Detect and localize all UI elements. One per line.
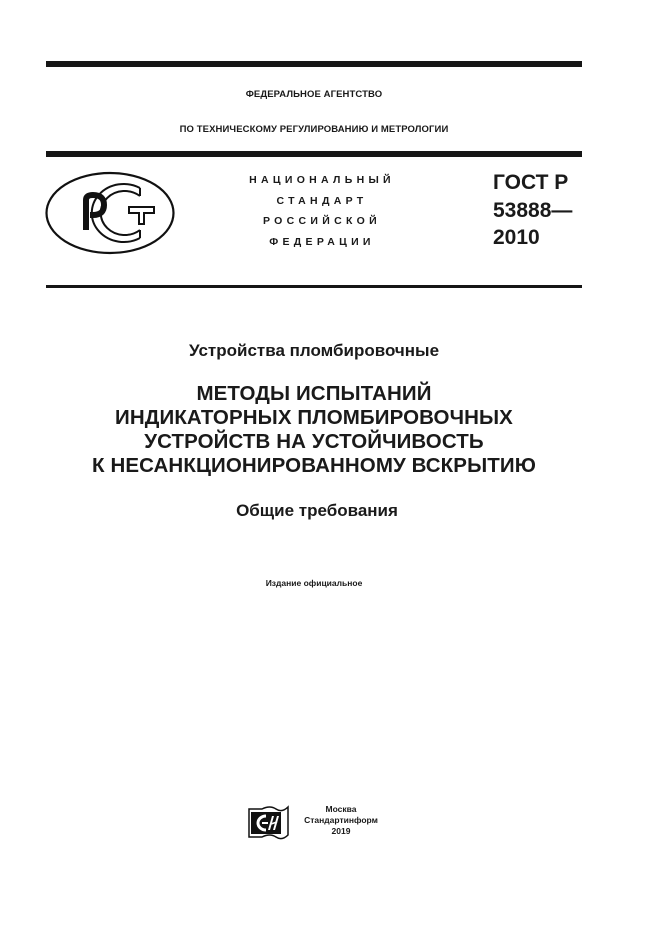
gost-number-line: 53888— [493,198,573,222]
agency-name-line-2: ПО ТЕХНИЧЕСКОМУ РЕГУЛИРОВАНИЮ И МЕТРОЛОГИИ [179,124,449,135]
publisher-city: Москва [325,804,357,814]
gost-number-line: ГОСТ Р [493,171,569,194]
edition-label: Издание официальное [265,578,363,588]
title-line: ИНДИКАТОРНЫХ ПЛОМБИРОВОЧНЫХ [115,406,513,429]
document-title [0,382,628,478]
national-standard-line: РОССИЙСКОЙ [263,215,381,227]
top-rule [46,61,582,67]
standard-block-rule [46,285,582,288]
agency-name-line-1: ФЕДЕРАЛЬНОЕ АГЕНТСТВО [245,89,383,100]
publication-year: 2019 [331,826,351,836]
header-rule [46,151,582,157]
title-line: УСТРОЙСТВ НА УСТОЙЧИВОСТЬ [144,430,484,453]
standartinform-logo-icon [246,803,290,841]
title-line: К НЕСАНКЦИОНИРОВАННОМУ ВСКРЫТИЮ [92,454,536,477]
national-standard-line: НАЦИОНАЛЬНЫЙ [249,174,395,186]
gost-number [493,169,572,252]
gost-r-logo-icon [44,170,178,256]
title-line: МЕТОДЫ ИСПЫТАНИЙ [196,382,432,405]
general-requirements: Общие требования [236,501,398,520]
publisher-name: Стандартинформ [304,815,378,825]
publisher-info [296,804,386,837]
gost-number-line: 2010 [493,226,540,249]
national-standard-label [222,170,422,252]
national-standard-line: ФЕДЕРАЦИИ [269,235,375,248]
document-subtitle: Устройства пломбировочные [188,341,440,360]
national-standard-line: СТАНДАРТ [276,194,368,207]
